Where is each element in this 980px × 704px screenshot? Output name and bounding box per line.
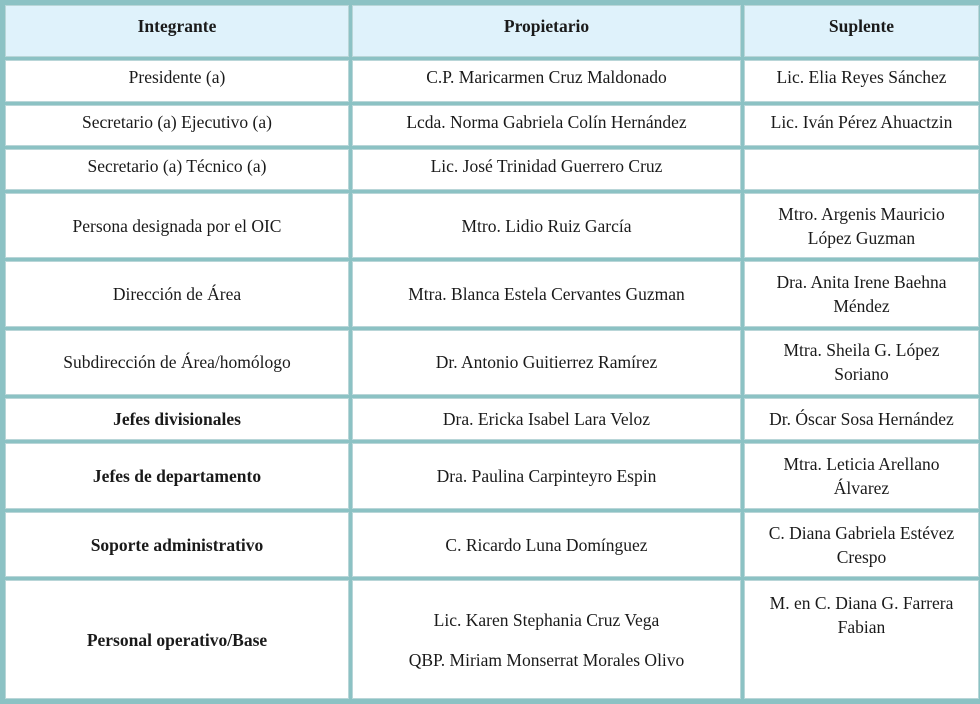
suplente-cell: Dr. Óscar Sosa Hernández <box>744 398 979 440</box>
header-row <box>5 5 979 57</box>
table-row <box>5 398 979 440</box>
table-row <box>5 261 979 326</box>
integrante-cell: Persona designada por el OIC <box>5 193 349 258</box>
propietario-cell: Mtro. Lidio Ruiz García <box>352 193 741 258</box>
header-propietario: Propietario <box>352 5 741 57</box>
propietario-name: Lic. Karen Stephania Cruz Vega <box>433 609 660 630</box>
integrante-cell: Jefes de departamento <box>5 443 349 508</box>
propietario-cell: Dra. Paulina Carpinteyro Espin <box>352 443 741 508</box>
suplente-cell: M. en C. Diana G. Farrera Fabian <box>744 580 979 699</box>
propietario-name: QBP. Miriam Monserrat Morales Olivo <box>408 649 685 670</box>
table-row <box>5 60 979 101</box>
table-row <box>5 330 979 395</box>
suplente-cell: Mtra. Sheila G. López Soriano <box>744 330 979 395</box>
table-row <box>5 193 979 258</box>
propietario-cell: Lic. José Trinidad Guerrero Cruz <box>352 149 741 190</box>
propietario-cell: Dr. Antonio Guitierrez Ramírez <box>352 330 741 395</box>
table-row <box>5 149 979 190</box>
table-row <box>5 105 979 146</box>
suplente-cell: Mtro. Argenis Mauricio López Guzman <box>744 193 979 258</box>
suplente-cell: Dra. Anita Irene Baehna Méndez <box>744 261 979 326</box>
propietario-cell: Dra. Ericka Isabel Lara Veloz <box>352 398 741 440</box>
suplente-cell: Mtra. Leticia Arellano Álvarez <box>744 443 979 508</box>
integrante-cell: Secretario (a) Técnico (a) <box>5 149 349 190</box>
suplente-cell: Lic. Elia Reyes Sánchez <box>744 60 979 101</box>
integrante-cell: Personal operativo/Base <box>5 580 349 699</box>
header-suplente: Suplente <box>744 5 979 57</box>
table-row <box>5 443 979 508</box>
suplente-cell: Lic. Iván Pérez Ahuactzin <box>744 105 979 146</box>
propietario-cell: C. Ricardo Luna Domínguez <box>352 512 741 577</box>
integrante-cell: Dirección de Área <box>5 261 349 326</box>
header-integrante: Integrante <box>5 5 349 57</box>
integrante-cell: Subdirección de Área/homólogo <box>5 330 349 395</box>
integrante-cell: Presidente (a) <box>5 60 349 101</box>
suplente-cell: C. Diana Gabriela Estévez Crespo <box>744 512 979 577</box>
propietario-cell: C.P. Maricarmen Cruz Maldonado <box>352 60 741 101</box>
integrante-cell: Jefes divisionales <box>5 398 349 440</box>
propietario-cell <box>352 580 741 699</box>
propietario-cell: Lcda. Norma Gabriela Colín Hernández <box>352 105 741 146</box>
integrante-cell: Soporte administrativo <box>5 512 349 577</box>
integrante-cell: Secretario (a) Ejecutivo (a) <box>5 105 349 146</box>
propietario-cell: Mtra. Blanca Estela Cervantes Guzman <box>352 261 741 326</box>
suplente-cell <box>744 149 979 190</box>
table-row <box>5 580 979 699</box>
table-row <box>5 512 979 577</box>
committee-table <box>2 2 980 702</box>
